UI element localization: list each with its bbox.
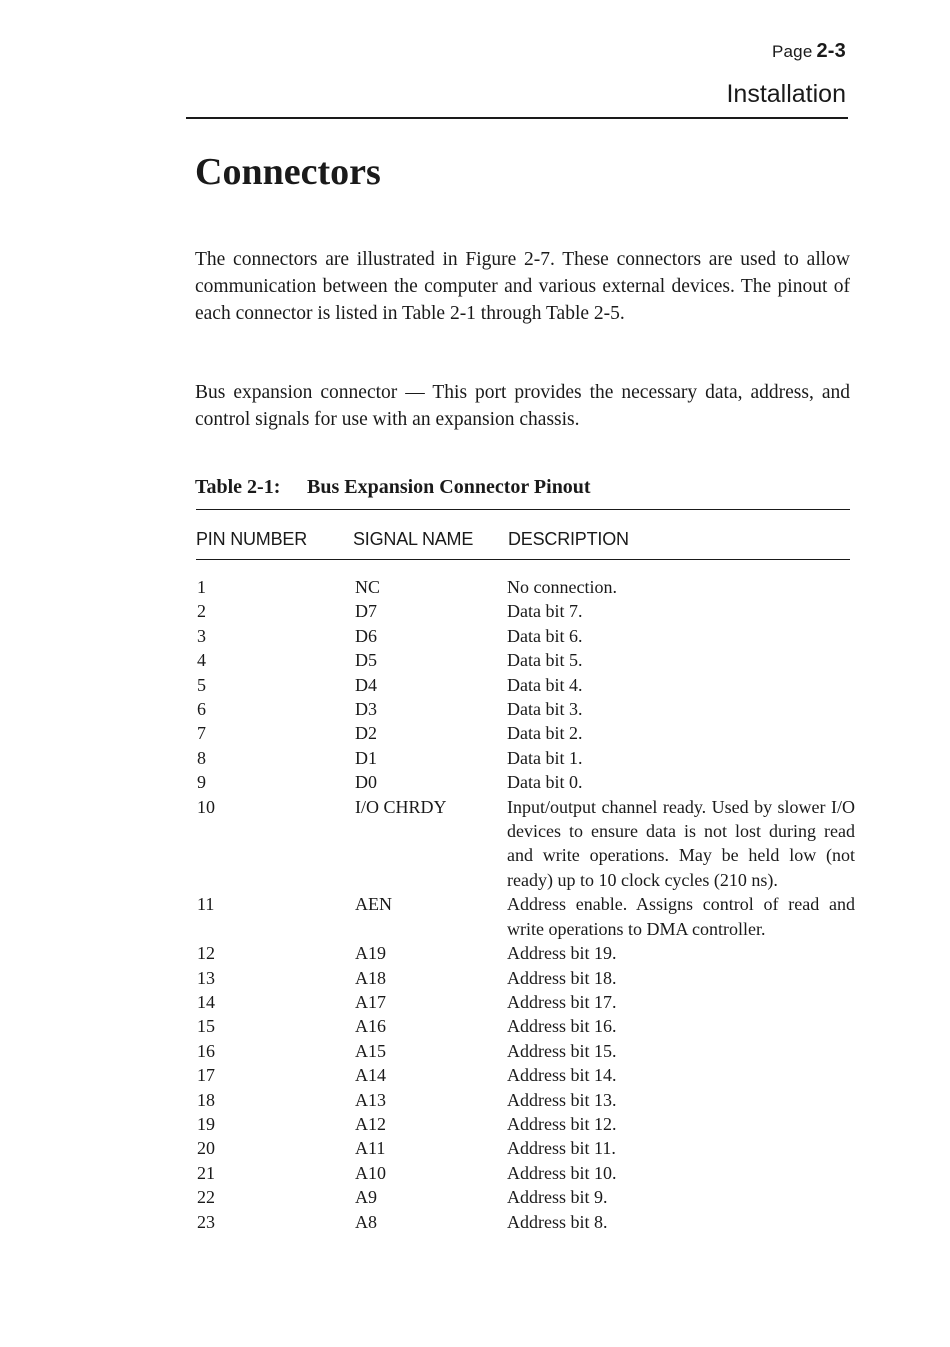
table-caption: [195, 476, 591, 499]
signal-name-cell: D0: [355, 772, 377, 793]
pinout-table-body: [197, 575, 855, 1234]
table-row: [197, 892, 855, 941]
pin-number-cell: 9: [197, 772, 206, 793]
header-rule: [186, 117, 848, 119]
signal-name-cell: A14: [355, 1065, 386, 1086]
pin-number-cell: 16: [197, 1040, 215, 1061]
description-cell: Address bit 8.: [507, 1211, 608, 1232]
page-title: Connectors: [195, 151, 381, 193]
signal-name-cell: A19: [355, 943, 386, 964]
pin-number-cell: 20: [197, 1138, 215, 1159]
table-row: [197, 795, 855, 893]
table-title: Bus Expansion Connector Pinout: [307, 476, 591, 498]
page-number: [772, 40, 846, 63]
table-row: [197, 1136, 855, 1160]
signal-name-cell: A12: [355, 1113, 386, 1134]
table-row: [197, 1088, 855, 1112]
signal-name-cell: D2: [355, 723, 377, 744]
table-row: [197, 1210, 855, 1234]
table-row: [197, 697, 855, 721]
signal-name-cell: D3: [355, 699, 377, 720]
signal-name-cell: A16: [355, 1016, 386, 1037]
signal-name-cell: A13: [355, 1089, 386, 1110]
pin-number-cell: 23: [197, 1211, 215, 1232]
table-header-rule: [196, 559, 850, 560]
signal-name-cell: D5: [355, 650, 377, 671]
description-cell: Address bit 10.: [507, 1162, 617, 1183]
intro-paragraph: The connectors are illustrated in Figure 2-7. These connectors are used to allow communication between the computer and various external devices. The pinout of each connector is listed in Table 2-1 through Table 2-5.: [195, 249, 850, 324]
description-cell: Address bit 11.: [507, 1138, 616, 1159]
description-cell: Address bit 13.: [507, 1089, 617, 1110]
description-cell: No connection.: [507, 577, 617, 597]
pin-number-cell: 6: [197, 699, 206, 720]
pin-number-cell: 21: [197, 1162, 215, 1183]
pin-number-cell: 8: [197, 747, 206, 768]
signal-name-cell: D7: [355, 601, 377, 622]
signal-name-cell: A9: [355, 1187, 377, 1208]
pin-number-cell: 1: [197, 577, 206, 597]
table-row: [197, 966, 855, 990]
pin-number-cell: 2: [197, 601, 206, 622]
pin-number-cell: 15: [197, 1016, 215, 1037]
description-cell: Address enable. Assigns control of read and write operations to DMA controller.: [507, 894, 855, 939]
table-row: [197, 673, 855, 697]
pin-number-cell: 14: [197, 991, 215, 1012]
description-cell: Address bit 9.: [507, 1187, 608, 1208]
column-header-pin-number: PIN NUMBER: [196, 529, 308, 549]
table-row: [197, 1039, 855, 1063]
column-header-description: DESCRIPTION: [508, 529, 629, 549]
signal-name-cell: D4: [355, 674, 377, 695]
pin-number-cell: 5: [197, 674, 206, 695]
table-row: [197, 1112, 855, 1136]
table-label: Table 2-1:: [195, 476, 281, 498]
signal-name-cell: D6: [355, 625, 377, 646]
table-row: [197, 941, 855, 965]
signal-name-cell: A10: [355, 1162, 386, 1183]
description-cell: Address bit 12.: [507, 1113, 617, 1134]
table-row: [197, 746, 855, 770]
description-cell: Data bit 6.: [507, 625, 583, 646]
pin-number-cell: 3: [197, 625, 206, 646]
signal-name-cell: A18: [355, 967, 386, 988]
table-row: [197, 770, 855, 794]
page-number-value: 2-3: [816, 40, 846, 62]
section-title: Installation: [726, 80, 846, 108]
table-row: [197, 1161, 855, 1185]
table-row: [197, 575, 855, 599]
signal-name-cell: A11: [355, 1138, 386, 1159]
signal-name-cell: D1: [355, 747, 377, 768]
pin-number-cell: 12: [197, 943, 215, 964]
description-cell: Input/output channel ready. Used by slower I/O devices to ensure data is not lost during read and write operations. May be held low (not ready) up to 10 clock cycles (210 ns).: [507, 796, 855, 890]
description-cell: Address bit 18.: [507, 967, 617, 988]
description-cell: Data bit 2.: [507, 723, 583, 744]
description-cell: Data bit 7.: [507, 601, 583, 622]
column-header-signal-name: SIGNAL NAME: [353, 529, 474, 549]
pin-number-cell: 11: [197, 894, 215, 915]
signal-name-cell: A8: [355, 1211, 377, 1232]
table-row: [197, 990, 855, 1014]
description-cell: Data bit 4.: [507, 674, 583, 695]
description-cell: Data bit 0.: [507, 772, 583, 793]
signal-name-cell: A15: [355, 1040, 386, 1061]
table-row: [197, 599, 855, 623]
table-row: [197, 721, 855, 745]
pin-number-cell: 19: [197, 1113, 215, 1134]
description-cell: Data bit 3.: [507, 699, 583, 720]
table-row: [197, 648, 855, 672]
signal-name-cell: A17: [355, 991, 386, 1012]
description-cell: Address bit 17.: [507, 991, 617, 1012]
pin-number-cell: 7: [197, 723, 206, 744]
table-row: [197, 1063, 855, 1087]
signal-name-cell: I/O CHRDY: [355, 796, 447, 817]
bus-expansion-paragraph: Bus expansion connector — This port provides the necessary data, address, and control signals for use with an expansion chassis.: [195, 382, 850, 430]
pin-number-cell: 13: [197, 967, 215, 988]
description-cell: Data bit 5.: [507, 650, 583, 671]
description-cell: Address bit 15.: [507, 1040, 617, 1061]
pin-number-cell: 18: [197, 1089, 215, 1110]
page-label: Page: [771, 42, 813, 61]
table-row: [197, 624, 855, 648]
signal-name-cell: NC: [355, 577, 381, 597]
description-cell: Address bit 19.: [507, 943, 617, 964]
description-cell: Address bit 16.: [507, 1016, 617, 1037]
pin-number-cell: 17: [197, 1065, 215, 1086]
pin-number-cell: 22: [197, 1187, 215, 1208]
table-top-rule: [196, 509, 850, 510]
pin-number-cell: 10: [197, 796, 215, 817]
description-cell: Data bit 1.: [507, 747, 583, 768]
pin-number-cell: 4: [197, 650, 206, 671]
description-cell: Address bit 14.: [507, 1065, 617, 1086]
table-row: [197, 1185, 855, 1209]
table-row: [197, 1014, 855, 1038]
signal-name-cell: AEN: [355, 894, 392, 915]
